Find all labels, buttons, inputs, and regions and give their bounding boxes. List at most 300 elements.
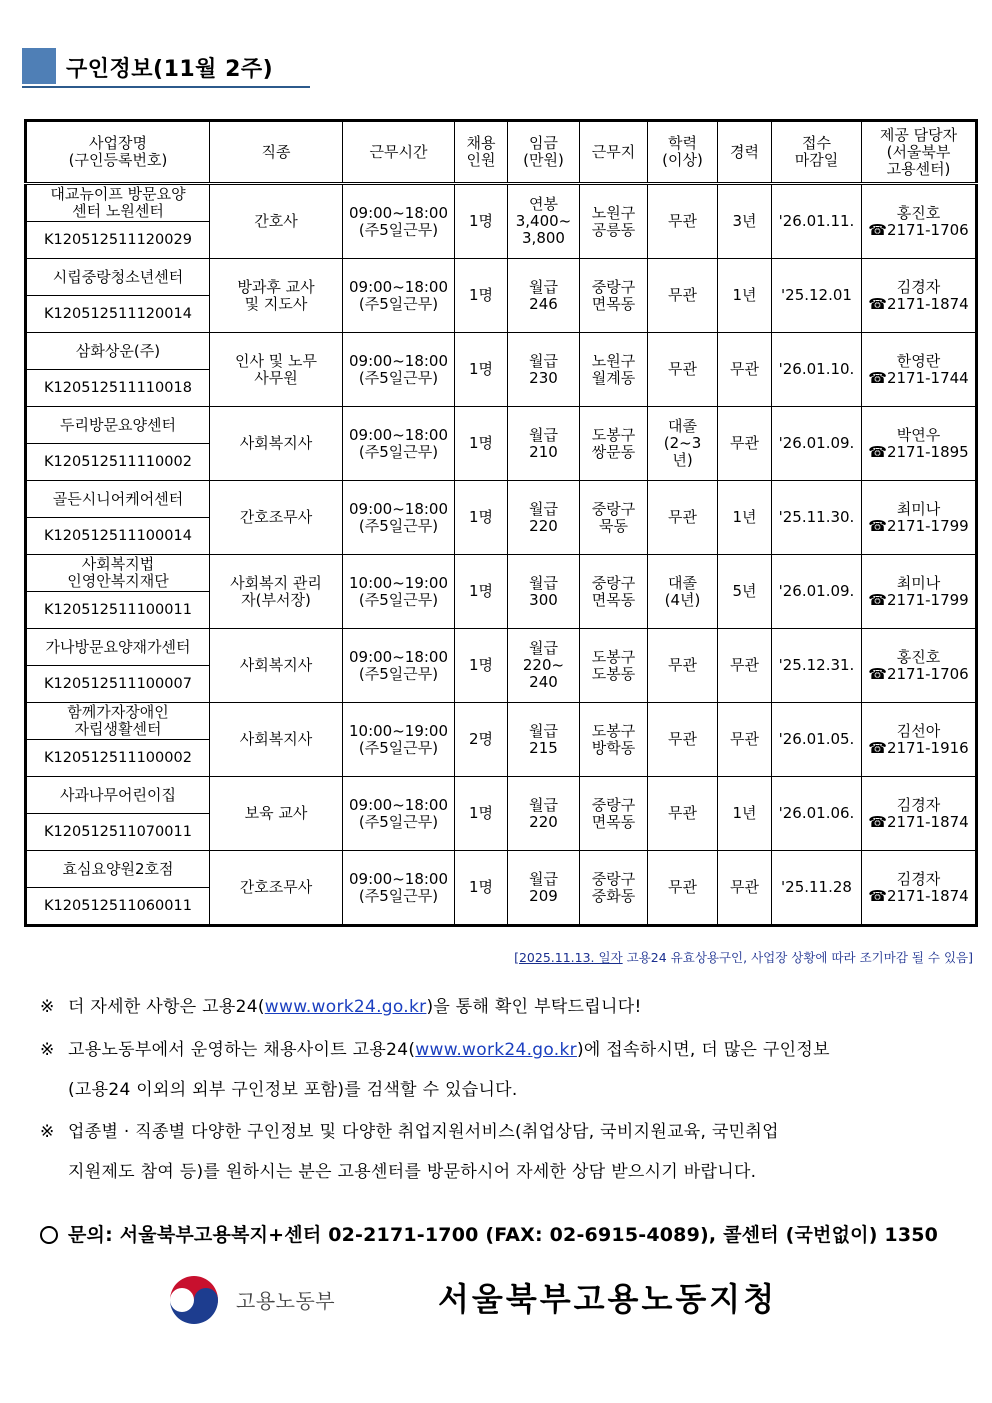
header-label: 채용 — [466, 134, 496, 152]
manager-contact — [862, 333, 977, 407]
work-hours-text: (주5일근무) — [358, 442, 439, 461]
work-location — [580, 333, 648, 407]
column-header — [580, 121, 648, 184]
deadline-text: '25.11.30. — [778, 508, 855, 526]
wage — [508, 555, 580, 629]
work-hours — [343, 481, 455, 555]
wage — [508, 629, 580, 703]
reference-mark: ※ — [40, 1040, 55, 1060]
company-name — [26, 851, 210, 888]
manager-name: 홍진호 — [896, 203, 941, 222]
work-location — [580, 481, 648, 555]
job-title-text: 사회복지사 — [239, 730, 313, 748]
job-title-text: 간호사 — [254, 212, 298, 230]
deadline-text: '26.01.10. — [778, 360, 855, 378]
work-location-text: 면목동 — [591, 812, 636, 831]
company-name-text: 가나방문요양재가센터 — [45, 637, 191, 656]
registration-number — [26, 740, 210, 777]
header-label: 고용센터) — [886, 159, 951, 178]
job-title-text: 간호조무사 — [239, 878, 313, 896]
wage-text: 월급 — [529, 869, 558, 888]
education-text: (2~3 — [663, 434, 702, 452]
education-text: (4년) — [664, 590, 701, 609]
manager-name: 김선아 — [896, 721, 941, 740]
info-paragraph-1 — [40, 987, 975, 1027]
column-header — [772, 121, 862, 184]
hiring-count-text: 1명 — [468, 804, 494, 822]
job-title — [210, 333, 343, 407]
contact-line — [40, 1220, 938, 1247]
info-text: 지원제도 참여 등)를 원하시는 분은 고용센터를 방문하시어 자세한 상담 받으시기 바랍니다. — [68, 1162, 757, 1182]
work-location-text: 도봉구 — [591, 647, 636, 666]
column-header — [210, 121, 343, 184]
wage-text: 월급 — [529, 277, 558, 296]
education-text: 무관 — [668, 730, 697, 748]
manager-phone: 2171-1706 — [886, 220, 969, 239]
manager-contact — [862, 481, 977, 555]
career-text: 1년 — [732, 804, 757, 822]
job-title-text: 보육 교사 — [244, 804, 308, 822]
manager-contact — [862, 629, 977, 703]
header-label: 경력 — [730, 142, 759, 161]
job-title — [210, 777, 343, 851]
job-listings-table — [24, 119, 978, 927]
job-title — [210, 629, 343, 703]
phone-icon: ☎ — [868, 738, 887, 757]
deadline-text: '26.01.09. — [778, 582, 855, 600]
header-label: 접수 — [802, 134, 831, 152]
table-row — [26, 851, 977, 888]
phone-icon: ☎ — [868, 812, 887, 831]
work-location — [580, 777, 648, 851]
career-text: 5년 — [732, 582, 757, 600]
header-label: 근무지 — [591, 142, 636, 161]
wage-text: 246 — [529, 294, 558, 313]
company-name — [26, 259, 210, 296]
manager-name: 한영란 — [896, 351, 941, 370]
career-text: 무관 — [730, 434, 759, 452]
header-label: 마감일 — [794, 151, 839, 169]
job-title — [210, 481, 343, 555]
ministry-name: 고용노동부 — [236, 1289, 336, 1313]
work-hours-text: (주5일근무) — [358, 294, 439, 313]
header-label: (만원) — [523, 151, 564, 169]
wage-text: 월급 — [529, 721, 558, 740]
manager-phone: 2171-1895 — [886, 442, 969, 461]
manager-name: 홍진호 — [896, 647, 941, 666]
work-hours-text: (주5일근무) — [358, 886, 439, 905]
deadline — [772, 629, 862, 703]
manager-phone: 2171-1916 — [886, 738, 969, 757]
wage — [508, 407, 580, 481]
wage-text: 월급 — [529, 351, 558, 370]
registration-number — [26, 444, 210, 481]
job-title-text: 방과후 교사 — [237, 277, 315, 296]
manager-phone: 2171-1799 — [886, 516, 969, 535]
table-row — [26, 555, 977, 592]
company-name — [26, 184, 210, 222]
registration-number-text: K120512511110018 — [44, 379, 192, 396]
column-header — [343, 121, 455, 184]
education-text: 무관 — [668, 286, 697, 304]
deadline — [772, 333, 862, 407]
registration-number-text: K120512511100007 — [44, 675, 192, 692]
info-text: )을 통해 확인 부탁드립니다! — [426, 997, 642, 1017]
career — [718, 703, 772, 777]
ministry-logo-icon — [168, 1274, 220, 1326]
table-row — [26, 333, 977, 370]
table-row — [26, 481, 977, 518]
company-name-text: 두리방문요양센터 — [60, 415, 176, 434]
career-text: 무관 — [730, 360, 759, 378]
job-title — [210, 703, 343, 777]
education — [648, 259, 718, 333]
work24-link[interactable]: www.work24.go.kr — [415, 1040, 577, 1060]
wage-text: 3,800 — [522, 229, 565, 247]
company-name-text: 삼화상운(주) — [75, 341, 161, 360]
deadline — [772, 851, 862, 926]
notice-footnote: [2025.11.13. 일자 고용24 유효상용구인, 사업장 상황에 따라 조기마감 될 수 있음] — [514, 950, 973, 965]
work-location-text: 도봉동 — [591, 664, 636, 683]
work-hours-text: 10:00~19:00 — [348, 573, 449, 592]
education-text: 무관 — [668, 212, 697, 230]
hiring-count-text: 2명 — [468, 730, 494, 748]
hiring-count-text: 1명 — [468, 508, 494, 526]
work-location — [580, 555, 648, 629]
hiring-count — [455, 333, 508, 407]
wage-text: 220~ — [522, 656, 565, 674]
company-name-text: 대교뉴이프 방문요양 — [50, 185, 186, 203]
notice-text: 고용24 유효상용구인, 사업장 상황에 따라 조기마감 될 수 있음 — [626, 950, 969, 965]
table-row — [26, 629, 977, 666]
job-title-text: 인사 및 노무 — [235, 351, 317, 370]
registration-number-text: K120512511060011 — [44, 897, 192, 914]
hiring-count-text: 1명 — [468, 286, 494, 304]
hiring-count-text: 1명 — [468, 582, 494, 600]
table-row — [26, 407, 977, 444]
work-hours-text: 09:00~18:00 — [348, 869, 449, 888]
career-text: 3년 — [732, 212, 757, 230]
page-title: 구인정보(11월 2주) — [66, 57, 274, 82]
work-location-text: 월계동 — [591, 368, 636, 387]
company-name — [26, 703, 210, 740]
wage — [508, 333, 580, 407]
work-hours-text: 09:00~18:00 — [348, 795, 449, 814]
wage-text: 220 — [529, 812, 558, 831]
wage-text: 240 — [529, 673, 558, 691]
phone-icon: ☎ — [868, 590, 887, 609]
education — [648, 851, 718, 926]
column-header — [718, 121, 772, 184]
work-location-text: 중랑구 — [591, 869, 636, 888]
manager-name: 박연우 — [896, 425, 941, 444]
contact-text: 문의: 서울북부고용복지+센터 02-2171-1700 (FAX: 02-6915-4089), 콜센터 (국번없이) 1350 — [68, 1224, 939, 1246]
registration-number-text: K120512511120029 — [44, 231, 192, 248]
work-location-text: 중랑구 — [591, 573, 636, 592]
registration-number-text: K120512511100002 — [44, 749, 192, 766]
work-location-text: 면목동 — [591, 294, 636, 313]
hiring-count-text: 1명 — [468, 360, 494, 378]
table-row — [26, 777, 977, 814]
career — [718, 481, 772, 555]
company-name — [26, 333, 210, 370]
work-hours — [343, 555, 455, 629]
education — [648, 407, 718, 481]
registration-number — [26, 370, 210, 407]
job-title — [210, 407, 343, 481]
career — [718, 333, 772, 407]
hiring-count-text: 1명 — [468, 434, 494, 452]
wage-text: 230 — [529, 368, 558, 387]
registration-number-text: K120512511070011 — [44, 823, 192, 840]
deadline — [772, 259, 862, 333]
manager-name: 김경자 — [896, 277, 941, 296]
work-hours — [343, 407, 455, 481]
education — [648, 481, 718, 555]
phone-icon: ☎ — [868, 886, 887, 905]
career — [718, 777, 772, 851]
header-label: 인원 — [466, 151, 496, 169]
career-text: 1년 — [732, 508, 757, 526]
table-row — [26, 259, 977, 296]
hiring-count — [455, 703, 508, 777]
work24-link[interactable]: www.work24.go.kr — [264, 997, 427, 1017]
table-row — [26, 184, 977, 222]
manager-contact — [862, 184, 977, 259]
registration-number-text: K120512511120014 — [44, 305, 192, 322]
hiring-count-text: 1명 — [468, 212, 494, 230]
column-header — [455, 121, 508, 184]
registration-number — [26, 518, 210, 555]
column-header — [648, 121, 718, 184]
career — [718, 184, 772, 259]
office-name: 서울북부고용노동지청 — [438, 1280, 778, 1318]
deadline-text: '25.11.28 — [781, 878, 852, 896]
header-label: (이상) — [662, 151, 703, 169]
manager-contact — [862, 777, 977, 851]
work-hours-text: 09:00~18:00 — [348, 351, 449, 370]
work-hours-text: 10:00~19:00 — [348, 721, 449, 740]
work-location-text: 중랑구 — [591, 795, 636, 814]
wage-text: 연봉 — [529, 195, 558, 213]
company-name-text: 함께가자장애인 — [67, 703, 169, 721]
wage — [508, 777, 580, 851]
work-location-text: 방학동 — [591, 738, 636, 757]
circle-bullet-icon — [40, 1226, 58, 1244]
manager-name: 김경자 — [896, 869, 941, 888]
work-location-text: 노원구 — [591, 203, 636, 222]
hiring-count — [455, 555, 508, 629]
table-row — [26, 703, 977, 740]
education-text: 대졸 — [668, 417, 697, 435]
work-hours-text: 09:00~18:00 — [348, 425, 449, 444]
info-paragraph-2 — [40, 1030, 975, 1110]
wage-text: 3,400~ — [515, 212, 572, 230]
work-hours-text: 09:00~18:00 — [348, 277, 449, 296]
table-header-row — [26, 121, 977, 184]
manager-phone: 2171-1874 — [886, 886, 969, 905]
work-location-text: 노원구 — [591, 351, 636, 370]
hiring-count-text: 1명 — [468, 656, 494, 674]
hiring-count — [455, 184, 508, 259]
wage — [508, 259, 580, 333]
work-hours — [343, 259, 455, 333]
job-title-text: 사회복지사 — [239, 434, 313, 452]
phone-icon: ☎ — [868, 368, 887, 387]
job-title — [210, 184, 343, 259]
company-name-text: 사회복지법 — [81, 555, 155, 573]
education-text: 무관 — [668, 360, 697, 378]
company-name — [26, 481, 210, 518]
job-title-text: 사무원 — [254, 368, 298, 387]
deadline-text: '26.01.06. — [778, 804, 855, 822]
career-text: 무관 — [730, 730, 759, 748]
work-location-text: 중랑구 — [591, 277, 636, 296]
hiring-count — [455, 407, 508, 481]
career-text: 무관 — [730, 878, 759, 896]
registration-number — [26, 888, 210, 926]
column-header — [508, 121, 580, 184]
phone-icon: ☎ — [868, 664, 887, 683]
wage-text: 300 — [529, 590, 558, 609]
hiring-count — [455, 259, 508, 333]
work-hours-text: 09:00~18:00 — [348, 647, 449, 666]
career — [718, 407, 772, 481]
wage-text: 월급 — [529, 499, 558, 518]
work-hours — [343, 184, 455, 259]
wage-text: 월급 — [529, 639, 558, 657]
registration-number — [26, 296, 210, 333]
work-hours-text: (주5일근무) — [358, 590, 439, 609]
company-name-text: 인영안복지재단 — [67, 572, 169, 590]
work-location-text: 공릉동 — [591, 220, 636, 239]
career — [718, 259, 772, 333]
reference-mark: ※ — [40, 997, 55, 1017]
registration-number-text: K120512511110002 — [44, 453, 192, 470]
notice-date: 2025.11.13. 일자 — [518, 950, 623, 965]
job-title-text: 사회복지사 — [239, 656, 313, 674]
education-text: 무관 — [668, 508, 697, 526]
deadline — [772, 555, 862, 629]
header-label: 임금 — [529, 134, 558, 152]
header-label: (서울북부 — [886, 142, 951, 161]
manager-contact — [862, 703, 977, 777]
company-name — [26, 555, 210, 592]
section-title-bar — [22, 48, 310, 88]
deadline-text: '25.12.01 — [781, 286, 852, 304]
deadline — [772, 407, 862, 481]
wage-text: 220 — [529, 516, 558, 535]
career-text: 무관 — [730, 656, 759, 674]
education-text: 무관 — [668, 804, 697, 822]
wage-text: 215 — [529, 738, 558, 757]
deadline — [772, 184, 862, 259]
manager-contact — [862, 851, 977, 926]
manager-name: 최미나 — [896, 499, 941, 518]
career — [718, 555, 772, 629]
hiring-count — [455, 629, 508, 703]
company-name-text: 사과나무어린이집 — [60, 785, 176, 804]
registration-number — [26, 814, 210, 851]
manager-phone: 2171-1706 — [886, 664, 969, 683]
wage — [508, 851, 580, 926]
registration-number — [26, 666, 210, 703]
work-hours-text: 09:00~18:00 — [348, 203, 449, 222]
column-header — [26, 121, 210, 184]
manager-name: 김경자 — [896, 795, 941, 814]
work-location-text: 중화동 — [591, 886, 636, 905]
info-text: 업종별 · 직종별 다양한 구인정보 및 다양한 취업지원서비스(취업상담, 국비지원교육, 국민취업 — [68, 1122, 779, 1142]
job-title-text: 자(부서장) — [241, 590, 311, 609]
job-title — [210, 555, 343, 629]
work-location-text: 쌍문동 — [591, 442, 636, 461]
work-hours — [343, 777, 455, 851]
deadline-text: '26.01.09. — [778, 434, 855, 452]
work-hours-text: (주5일근무) — [358, 738, 439, 757]
education — [648, 184, 718, 259]
work-location-text: 묵동 — [599, 516, 628, 535]
registration-number-text: K120512511100011 — [44, 601, 192, 618]
company-name — [26, 777, 210, 814]
header-label: 사업장명 — [89, 134, 147, 152]
company-name-text: 골든시니어케어센터 — [52, 489, 184, 508]
career-text: 1년 — [732, 286, 757, 304]
manager-name: 최미나 — [896, 573, 941, 592]
deadline — [772, 703, 862, 777]
hiring-count — [455, 777, 508, 851]
wage — [508, 703, 580, 777]
work-hours — [343, 629, 455, 703]
education — [648, 629, 718, 703]
table-body — [26, 184, 977, 926]
company-name-text: 시립중랑청소년센터 — [52, 267, 184, 286]
deadline-text: '26.01.11. — [778, 212, 855, 230]
work-hours — [343, 333, 455, 407]
wage-text: 210 — [529, 442, 558, 461]
phone-icon: ☎ — [868, 516, 887, 535]
work-location — [580, 851, 648, 926]
education — [648, 703, 718, 777]
wage-text: 월급 — [529, 573, 558, 592]
registration-number-text: K120512511100014 — [44, 527, 192, 544]
hiring-count-text: 1명 — [468, 878, 494, 896]
title-accent-block — [22, 48, 56, 84]
info-text: )에 접속하시면, 더 많은 구인정보 — [576, 1040, 830, 1060]
hiring-count — [455, 851, 508, 926]
education-text: 무관 — [668, 656, 697, 674]
career — [718, 629, 772, 703]
work-location-text: 중랑구 — [591, 499, 636, 518]
header-label: 학력 — [668, 134, 697, 152]
manager-phone: 2171-1874 — [886, 812, 969, 831]
info-text: (고용24 이외의 외부 구인정보 포함)를 검색할 수 있습니다. — [68, 1080, 518, 1100]
registration-number — [26, 592, 210, 629]
career — [718, 851, 772, 926]
work-hours-text: 09:00~18:00 — [348, 499, 449, 518]
deadline — [772, 777, 862, 851]
info-text: 더 자세한 사항은 고용24( — [68, 997, 265, 1017]
wage — [508, 184, 580, 259]
work-hours-text: (주5일근무) — [358, 664, 439, 683]
work-location-text: 면목동 — [591, 590, 636, 609]
work-location — [580, 703, 648, 777]
wage-text: 월급 — [529, 425, 558, 444]
deadline-text: '26.01.05. — [778, 730, 855, 748]
company-name — [26, 407, 210, 444]
header-label: 근무시간 — [369, 142, 428, 161]
manager-contact — [862, 407, 977, 481]
work-hours-text: (주5일근무) — [358, 516, 439, 535]
